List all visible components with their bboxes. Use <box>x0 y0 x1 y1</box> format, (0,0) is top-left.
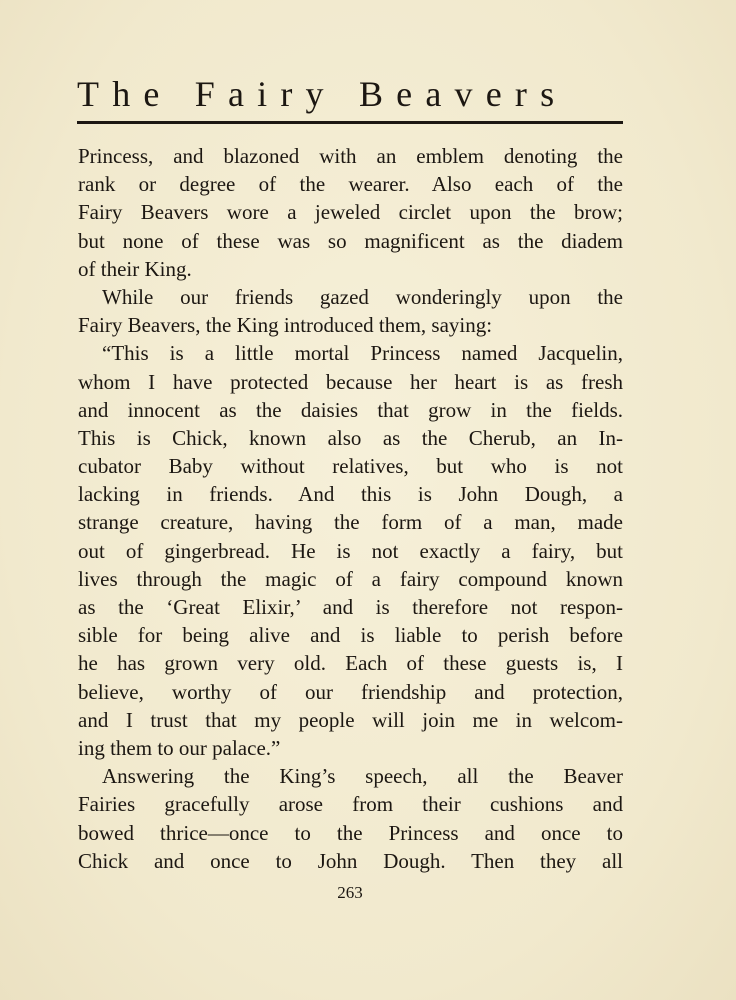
text-line: rank or degree of the wearer. Also each of the <box>78 172 623 197</box>
text-line: Chick and once to John Dough. Then they all <box>78 848 623 873</box>
text-line: Princess, and blazoned with an emblem denoting the <box>78 144 623 168</box>
text-line: of their King. <box>78 256 192 281</box>
text-line: Fairies gracefully arose from their cushions and <box>78 792 623 817</box>
text-line: This is Chick, known also as the Cherub, an In- <box>78 425 623 450</box>
text-line: sible for being alive and is liable to perish before <box>78 623 623 648</box>
text-line: lacking in friends. And this is John Dough, a <box>78 482 623 507</box>
text-line: and innocent as the daisies that grow in the fields. <box>78 397 623 422</box>
text-line: Fairy Beavers, the King introduced them, saying: <box>78 313 493 338</box>
text-line: as the ‘Great Elixir,’ and is therefore not respon- <box>78 595 623 619</box>
header-rule <box>77 121 623 124</box>
text-line: “This is a little mortal Princess named Jacquelin, <box>102 341 623 366</box>
text-line: but none of these was so magnificent as the diadem <box>78 228 623 253</box>
text-line: bowed thrice—once to the Princess and once to <box>78 820 623 845</box>
text-line: cubator Baby without relatives, but who is not <box>78 454 623 479</box>
page-number: 263 <box>337 883 363 902</box>
text-line: lives through the magic of a fairy compound known <box>78 566 623 591</box>
running-title: The Fairy Beavers <box>77 74 568 114</box>
text-line: ing them to our palace.” <box>78 735 281 760</box>
text-line: believe, worthy of our friendship and protection, <box>78 679 623 704</box>
text-line: he has grown very old. Each of these guests is, I <box>78 651 623 676</box>
text-line: Answering the King’s speech, all the Beaver <box>102 764 623 789</box>
body-text <box>78 142 623 875</box>
text-line: out of gingerbread. He is not exactly a fairy, but <box>78 538 623 563</box>
text-line: whom I have protected because her heart is as fresh <box>78 369 623 394</box>
text-line: While our friends gazed wonderingly upon the <box>102 284 623 309</box>
text-line: strange creature, having the form of a man, made <box>78 510 623 535</box>
text-line: and I trust that my people will join me in welcom- <box>78 707 623 732</box>
page-header <box>77 72 623 124</box>
text-line: Fairy Beavers wore a jeweled circlet upon the brow; <box>78 200 623 225</box>
